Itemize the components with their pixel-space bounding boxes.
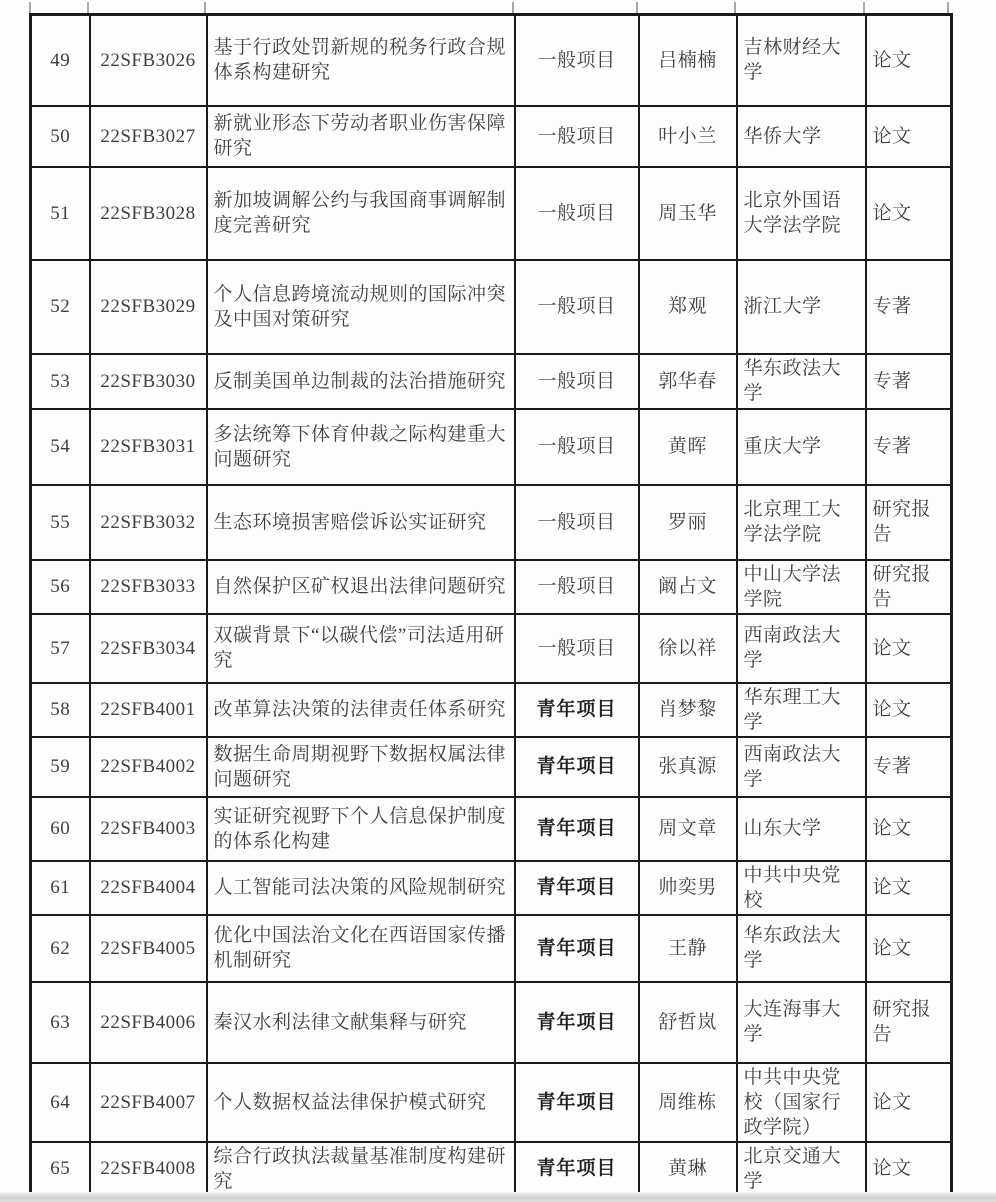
output-form-cell: 研究报告 — [866, 485, 952, 560]
project-title-cell: 自然保护区矿权退出法律问题研究 — [207, 560, 515, 614]
table-row — [31, 614, 952, 683]
row-number-cell: 49 — [31, 15, 90, 106]
leader-name-cell: 叶小兰 — [639, 106, 737, 167]
leader-name-cell: 郭华春 — [639, 354, 737, 409]
project-category-cell: 一般项目 — [515, 354, 639, 409]
output-form-cell: 专著 — [866, 737, 952, 797]
row-number-cell: 52 — [31, 260, 90, 354]
output-form-cell: 论文 — [866, 1063, 952, 1142]
project-title-cell: 基于行政处罚新规的税务行政合规体系构建研究 — [207, 15, 515, 106]
table-row — [31, 560, 952, 614]
row-number-cell: 50 — [31, 106, 90, 167]
project-code-cell: 22SFB3033 — [90, 560, 207, 614]
project-title-cell: 新加坡调解公约与我国商事调解制度完善研究 — [207, 167, 515, 260]
table-row — [31, 737, 952, 797]
project-title-cell: 个人数据权益法律保护模式研究 — [207, 1063, 515, 1142]
project-category-cell: 青年项目 — [515, 1142, 639, 1197]
table-row — [31, 260, 952, 354]
project-title-cell: 优化中国法治文化在西语国家传播机制研究 — [207, 915, 515, 982]
output-form-cell: 论文 — [866, 167, 952, 260]
output-form-cell: 论文 — [866, 15, 952, 106]
institution-cell: 重庆大学 — [737, 409, 866, 485]
project-title-cell: 新就业形态下劳动者职业伤害保障研究 — [207, 106, 515, 167]
leader-name-cell: 王静 — [639, 915, 737, 982]
project-code-cell: 22SFB3029 — [90, 260, 207, 354]
output-form-cell: 论文 — [866, 614, 952, 683]
output-form-cell: 论文 — [866, 861, 952, 915]
project-code-cell: 22SFB4004 — [90, 861, 207, 915]
project-title-cell: 人工智能司法决策的风险规制研究 — [207, 861, 515, 915]
institution-cell: 华东理工大学 — [737, 683, 866, 737]
project-category-cell: 一般项目 — [515, 409, 639, 485]
leader-name-cell: 罗丽 — [639, 485, 737, 560]
leader-name-cell: 周玉华 — [639, 167, 737, 260]
project-code-cell: 22SFB3028 — [90, 167, 207, 260]
institution-cell: 中共中央党校 — [737, 861, 866, 915]
project-title-cell: 反制美国单边制裁的法治措施研究 — [207, 354, 515, 409]
project-title-cell: 改革算法决策的法律责任体系研究 — [207, 683, 515, 737]
leader-name-cell: 吕楠楠 — [639, 15, 737, 106]
institution-cell: 吉林财经大学 — [737, 15, 866, 106]
leader-name-cell: 张真源 — [639, 737, 737, 797]
institution-cell: 中山大学法学院 — [737, 560, 866, 614]
institution-cell: 北京理工大学法学院 — [737, 485, 866, 560]
leader-name-cell: 舒哲岚 — [639, 982, 737, 1063]
project-code-cell: 22SFB4002 — [90, 737, 207, 797]
row-number-cell: 57 — [31, 614, 90, 683]
table-row — [31, 485, 952, 560]
project-title-cell: 多法统筹下体育仲裁之际构建重大问题研究 — [207, 409, 515, 485]
row-number-cell: 60 — [31, 797, 90, 861]
output-form-cell: 专著 — [866, 260, 952, 354]
output-form-cell: 论文 — [866, 106, 952, 167]
row-number-cell: 56 — [31, 560, 90, 614]
project-category-cell: 青年项目 — [515, 797, 639, 861]
project-category-cell: 青年项目 — [515, 915, 639, 982]
project-code-cell: 22SFB4006 — [90, 982, 207, 1063]
table-row — [31, 167, 952, 260]
projects-table-body — [31, 15, 952, 1197]
project-category-cell: 青年项目 — [515, 683, 639, 737]
project-category-cell: 一般项目 — [515, 15, 639, 106]
table-row — [31, 1063, 952, 1142]
project-code-cell: 22SFB4008 — [90, 1142, 207, 1197]
output-form-cell: 论文 — [866, 797, 952, 861]
output-form-cell: 论文 — [866, 683, 952, 737]
table-row — [31, 15, 952, 106]
output-form-cell: 专著 — [866, 354, 952, 409]
project-code-cell: 22SFB3026 — [90, 15, 207, 106]
row-number-cell: 55 — [31, 485, 90, 560]
project-code-cell: 22SFB4005 — [90, 915, 207, 982]
project-code-cell: 22SFB3034 — [90, 614, 207, 683]
project-code-cell: 22SFB4001 — [90, 683, 207, 737]
institution-cell: 山东大学 — [737, 797, 866, 861]
project-title-cell: 个人信息跨境流动规则的国际冲突及中国对策研究 — [207, 260, 515, 354]
project-code-cell: 22SFB4007 — [90, 1063, 207, 1142]
project-title-cell: 数据生命周期视野下数据权属法律问题研究 — [207, 737, 515, 797]
institution-cell: 华侨大学 — [737, 106, 866, 167]
project-title-cell: 双碳背景下“以碳代偿”司法适用研究 — [207, 614, 515, 683]
project-code-cell: 22SFB3027 — [90, 106, 207, 167]
leader-name-cell: 周文章 — [639, 797, 737, 861]
institution-cell: 华东政法大学 — [737, 354, 866, 409]
project-category-cell: 青年项目 — [515, 1063, 639, 1142]
page-edge-shadow — [0, 1192, 996, 1202]
project-category-cell: 一般项目 — [515, 560, 639, 614]
output-form-cell: 研究报告 — [866, 560, 952, 614]
row-number-cell: 54 — [31, 409, 90, 485]
table-row — [31, 915, 952, 982]
projects-table — [29, 13, 953, 1198]
leader-name-cell: 郑观 — [639, 260, 737, 354]
project-category-cell: 青年项目 — [515, 982, 639, 1063]
project-category-cell: 青年项目 — [515, 861, 639, 915]
row-number-cell: 58 — [31, 683, 90, 737]
project-title-cell: 秦汉水利法律文献集释与研究 — [207, 982, 515, 1063]
table-row — [31, 409, 952, 485]
leader-name-cell: 帅奕男 — [639, 861, 737, 915]
table-row — [31, 861, 952, 915]
project-code-cell: 22SFB3031 — [90, 409, 207, 485]
row-number-cell: 61 — [31, 861, 90, 915]
leader-name-cell: 黄琳 — [639, 1142, 737, 1197]
table-row — [31, 683, 952, 737]
project-code-cell: 22SFB3030 — [90, 354, 207, 409]
row-number-cell: 53 — [31, 354, 90, 409]
row-number-cell: 62 — [31, 915, 90, 982]
institution-cell: 浙江大学 — [737, 260, 866, 354]
project-category-cell: 青年项目 — [515, 737, 639, 797]
institution-cell: 大连海事大学 — [737, 982, 866, 1063]
row-number-cell: 59 — [31, 737, 90, 797]
leader-name-cell: 黄晖 — [639, 409, 737, 485]
institution-cell: 北京交通大学 — [737, 1142, 866, 1197]
institution-cell: 华东政法大学 — [737, 915, 866, 982]
project-category-cell: 一般项目 — [515, 106, 639, 167]
project-category-cell: 一般项目 — [515, 485, 639, 560]
project-title-cell: 综合行政执法裁量基准制度构建研究 — [207, 1142, 515, 1197]
output-form-cell: 研究报告 — [866, 982, 952, 1063]
institution-cell: 北京外国语大学法学院 — [737, 167, 866, 260]
table-row — [31, 106, 952, 167]
table-row — [31, 797, 952, 861]
project-category-cell: 一般项目 — [515, 167, 639, 260]
leader-name-cell: 周维栋 — [639, 1063, 737, 1142]
table-row — [31, 982, 952, 1063]
project-title-cell: 实证研究视野下个人信息保护制度的体系化构建 — [207, 797, 515, 861]
output-form-cell: 论文 — [866, 915, 952, 982]
institution-cell: 西南政法大学 — [737, 737, 866, 797]
output-form-cell: 专著 — [866, 409, 952, 485]
table-row — [31, 1142, 952, 1197]
row-number-cell: 51 — [31, 167, 90, 260]
project-category-cell: 一般项目 — [515, 614, 639, 683]
project-code-cell: 22SFB4003 — [90, 797, 207, 861]
institution-cell: 西南政法大学 — [737, 614, 866, 683]
leader-name-cell: 肖梦黎 — [639, 683, 737, 737]
leader-name-cell: 阚占文 — [639, 560, 737, 614]
output-form-cell: 论文 — [866, 1142, 952, 1197]
project-title-cell: 生态环境损害赔偿诉讼实证研究 — [207, 485, 515, 560]
row-number-cell: 65 — [31, 1142, 90, 1197]
project-code-cell: 22SFB3032 — [90, 485, 207, 560]
row-number-cell: 64 — [31, 1063, 90, 1142]
project-category-cell: 一般项目 — [515, 260, 639, 354]
table-row — [31, 354, 952, 409]
leader-name-cell: 徐以祥 — [639, 614, 737, 683]
institution-cell: 中共中央党校（国家行政学院） — [737, 1063, 866, 1142]
row-number-cell: 63 — [31, 982, 90, 1063]
